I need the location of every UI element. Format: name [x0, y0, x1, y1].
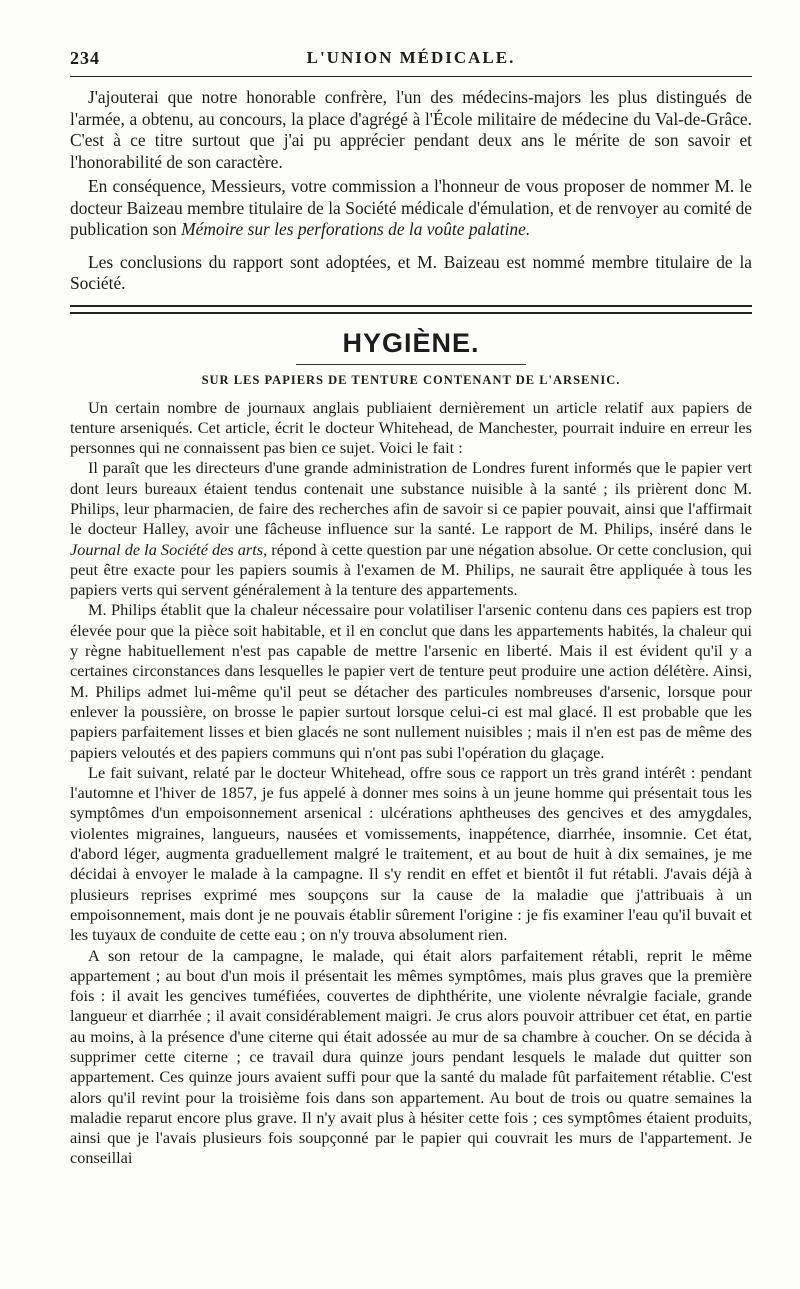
article-paragraph-2-text-a: Il paraît que les directeurs d'une grande administration de Londres furent informés que le papier vert dont leurs bureaux étaient tendus contenait une substance nuisible à la santé ; ils prièrent donc M. Philips, leur pharmacien, de faire des recherches afin de savoir si ce papier pouvait, ainsi que l'affirmait le docteur Halley, avoir une fâcheuse influence sur la santé. Le rapport de M. Philips, inséré dans le	[70, 458, 752, 539]
article-paragraph-1: Un certain nombre de journaux anglais publiaient dernièrement un article relatif aux papiers de tenture arseniqués. Cet article, écrit le docteur Whitehead, de Manchester, pourrait induire en erreur les personnes qui ne connaissent pas bien ce sujet. Voici le fait :	[70, 397, 752, 458]
page-number: 234	[70, 48, 100, 68]
article-title: SUR LES PAPIERS DE TENTURE CONTENANT DE L'ARSENIC.	[201, 372, 621, 387]
report-section	[70, 87, 752, 295]
article-paragraph-2-text-b: , répond à cette question par une négation absolue. Or cette conclusion, qui peut être exacte pour les papiers soumis à l'examen de M. Philips, ne saurait être appliquée à tous les papiers verts qui servent généralement à la tenture des appartements.	[70, 539, 753, 600]
report-paragraph-1: J'ajouterai que notre honorable confrère, l'un des médecins-majors les plus distingués de l'armée, a obtenu, au concours, la place d'agrégé à l'École militaire de médecine du Val-de-Grâce. C'est à ce titre surtout que j'ai pu apprécier pendant deux ans le mérite de son savoir et l'honorabilité de son caractère.	[70, 87, 752, 172]
header-rule	[70, 76, 752, 77]
memoir-title: Mémoire sur les perforations de la voûte palatine.	[181, 219, 531, 239]
article-paragraph-2	[70, 458, 752, 600]
paragraph-gap	[70, 241, 752, 252]
running-head	[70, 46, 752, 76]
report-paragraph-2	[70, 176, 752, 241]
article-paragraph-3: M. Philips établit que la chaleur nécessaire pour volatiliser l'arsenic contenu dans ces papiers est trop élevée pour que la pièce soit habitable, et il en conclut que dans les appartements habités, la chaleur qui y règne habituellement n'est pas capable de mettre l'arsenic en liberté. Mais il est évident qu'il y a certaines circonstances dans lesquelles le papier vert de tenture peut produire une action délétère. Ainsi, M. Philips admet lui-même qu'il peut se détacher des particules nombreuses d'arsenic, lorsque pour enlever la poussière, on brosse le papier surtout lorsque celui-ci est mal glacé. Il est probable que les papiers parfaitement lisses et bien glacés ne sont nullement nuisibles ; mais il n'en est pas de même des papiers veloutés et des papiers communs qui n'ont pas subi l'opération du glaçage.	[70, 600, 752, 762]
report-paragraph-2-text: En conséquence, Messieurs, votre commission a l'honneur de vous proposer de nommer M. le docteur Baizeau membre titulaire de la Société médicale d'émulation, et de renvoyer au comité de publication son	[70, 176, 752, 239]
journal-title: L'UNION MÉDICALE.	[306, 48, 516, 67]
article-paragraph-5: A son retour de la campagne, le malade, qui était alors parfaitement rétabli, reprit le même appartement ; au bout d'un mois il présentait les mêmes symptômes, mais plus graves que la première fois : il avait les gencives tuméfiées, couvertes de diphthérite, une violente névralgie faciale, grande langueur et diarrhée ; il avait considérablement maigri. Je crus alors pouvoir attribuer cet état, en partie au moins, à la présence d'une citerne qui était adossée au mur de sa chambre à coucher. On se décida à supprimer cette citerne ; ce travail dura quinze jours pendant lesquels le malade dut quitter son appartement. Ces quinze jours avaient suffi pour que la santé du malade fût parfaitement rétablie. C'est alors qu'il revint pour la troisième fois dans son appartement. Au bout de trois ou quatre semaines la maladie reparut encore plus grave. Il n'y avait plus à hésiter cette fois ; ces symptômes étaient produits, ainsi que je l'avais plusieurs fois soupçonné par le papier qui couvrait les murs de l'appartement. Je conseillai	[70, 945, 752, 1168]
journal-citation: Journal de la Société des arts	[70, 539, 264, 559]
title-rule	[296, 364, 526, 365]
section-divider	[70, 305, 752, 314]
article-body	[70, 398, 752, 1169]
section-title: HYGIÈNE.	[342, 327, 480, 358]
article-paragraph-4: Le fait suivant, relaté par le docteur Whitehead, offre sous ce rapport un très grand intérêt : pendant l'automne et l'hiver de 1857, je fus appelé à donner mes soins à un jeune homme qui présentait tous les symptômes d'un empoisonnement arsenical : ulcérations aphtheuses des gencives et des amygdales, violentes migraines, langueurs, nausées et vomissements, inappétence, diarrhée, insomnie. Cet état, d'abord léger, augmenta graduellement malgré le traitement, et au bout de huit à dix semaines, je me décidai à envoyer le malade à la campagne. Il s'y rendit en effet et bientôt il fut rétabli. J'avais déjà à plusieurs reprises exprimé mes soupçons sur la cause de la maladie que j'attribuais à un empoisonnement, mais dont je ne pouvais établir sûrement l'origine : je fis examiner l'eau qu'il buvait et les tuyaux de conduite de cette eau ; on n'y trouva absolument rien.	[70, 762, 752, 945]
report-conclusion: Les conclusions du rapport sont adoptées, et M. Baizeau est nommé membre titulaire de la Société.	[70, 251, 752, 293]
